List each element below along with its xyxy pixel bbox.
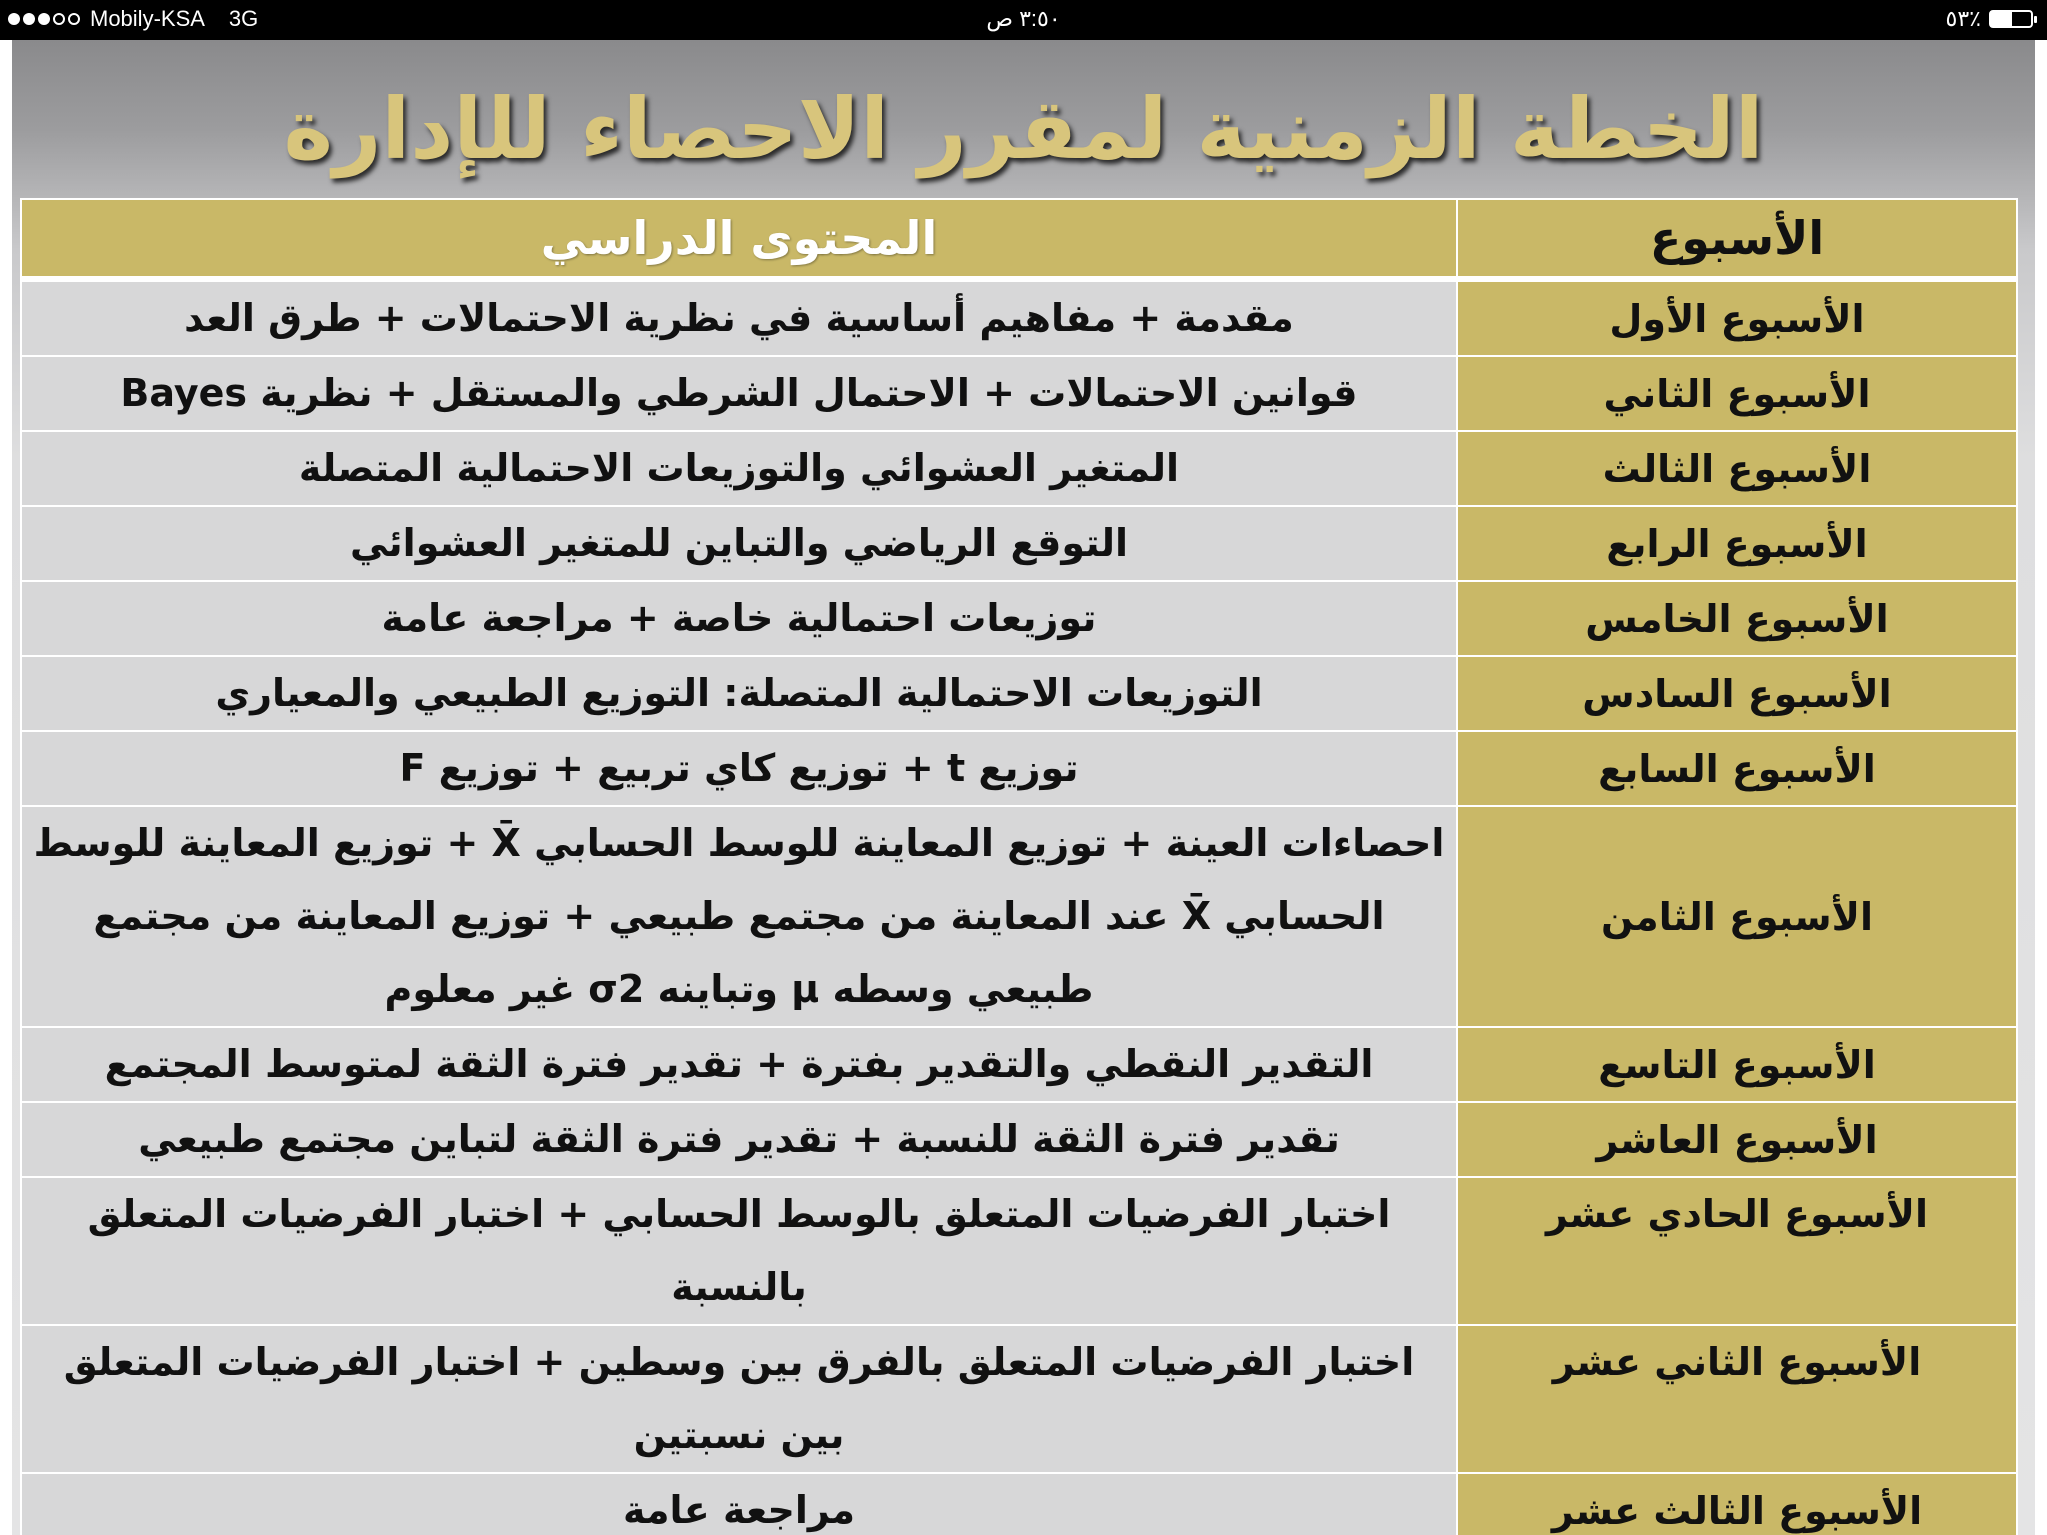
slide bbox=[12, 40, 2035, 1535]
network-type: 3G bbox=[228, 6, 259, 31]
table-row bbox=[21, 1325, 2017, 1473]
content-cell: التوقع الرياضي والتباين للمتغير العشوائي bbox=[21, 506, 1457, 581]
week-cell: الأسبوع الأول bbox=[1457, 279, 2017, 356]
table-row bbox=[21, 431, 2017, 506]
week-cell: الأسبوع العاشر bbox=[1457, 1102, 2017, 1177]
table-row bbox=[21, 356, 2017, 431]
battery-icon bbox=[1989, 10, 2033, 28]
week-cell: الأسبوع السادس bbox=[1457, 656, 2017, 731]
week-cell: الأسبوع الثاني عشر bbox=[1457, 1325, 2017, 1473]
content-cell: مقدمة + مفاهيم أساسية في نظرية الاحتمالات + طرق العد bbox=[21, 279, 1457, 356]
table-row bbox=[21, 806, 2017, 1027]
table-row bbox=[21, 581, 2017, 656]
content-cell: توزيعات احتمالية خاصة + مراجعة عامة bbox=[21, 581, 1457, 656]
schedule-table bbox=[20, 198, 2018, 1535]
table-row bbox=[21, 731, 2017, 806]
table-header-row bbox=[21, 199, 2017, 279]
week-cell: الأسبوع الحادي عشر bbox=[1457, 1177, 2017, 1325]
table-row bbox=[21, 506, 2017, 581]
content-cell: اختبار الفرضيات المتعلق بالوسط الحسابي + اختبار الفرضيات المتعلق بالنسبة bbox=[21, 1177, 1457, 1325]
table-row bbox=[21, 1473, 2017, 1535]
week-cell: الأسبوع الثالث عشر bbox=[1457, 1473, 2017, 1535]
week-cell: الأسبوع الثالث bbox=[1457, 431, 2017, 506]
week-cell: الأسبوع الثامن bbox=[1457, 806, 2017, 1027]
carrier-name: Mobily-KSA bbox=[90, 6, 205, 31]
content-cell: توزيع t + توزيع كاي تربيع + توزيع F bbox=[21, 731, 1457, 806]
slide-title: الخطة الزمنية لمقرر الاحصاء للإدارة bbox=[283, 80, 1764, 178]
clock: ٣:٥٠ ص bbox=[986, 6, 1061, 31]
week-cell: الأسبوع الخامس bbox=[1457, 581, 2017, 656]
table-row bbox=[21, 1027, 2017, 1102]
week-cell: الأسبوع السابع bbox=[1457, 731, 2017, 806]
table-row bbox=[21, 656, 2017, 731]
content-cell: مراجعة عامة bbox=[21, 1473, 1457, 1535]
content-cell: المتغير العشوائي والتوزيعات الاحتمالية المتصلة bbox=[21, 431, 1457, 506]
content-cell: التقدير النقطي والتقدير بفترة + تقدير فترة الثقة لمتوسط المجتمع bbox=[21, 1027, 1457, 1102]
status-right bbox=[1946, 6, 2033, 32]
content-cell: قوانين الاحتمالات + الاحتمال الشرطي والمستقل + نظرية Bayes bbox=[21, 356, 1457, 431]
table-row bbox=[21, 279, 2017, 356]
week-cell: الأسبوع الثاني bbox=[1457, 356, 2017, 431]
battery-level-fill bbox=[1991, 12, 2012, 26]
column-header-content: المحتوى الدراسي bbox=[21, 199, 1457, 279]
content-cell: تقدير فترة الثقة للنسبة + تقدير فترة الثقة لتباين مجتمع طبيعي bbox=[21, 1102, 1457, 1177]
table-row bbox=[21, 1102, 2017, 1177]
column-header-week: الأسبوع bbox=[1457, 199, 2017, 279]
status-bar bbox=[0, 0, 2047, 40]
week-cell: الأسبوع الرابع bbox=[1457, 506, 2017, 581]
battery-percent: ٥٣٪ bbox=[1945, 6, 1981, 31]
content-cell: التوزيعات الاحتمالية المتصلة: التوزيع الطبيعي والمعياري bbox=[21, 656, 1457, 731]
content-cell: اختبار الفرضيات المتعلق بالفرق بين وسطين + اختبار الفرضيات المتعلق بين نسبتين bbox=[21, 1325, 1457, 1473]
table-row bbox=[21, 1177, 2017, 1325]
content-cell: احصاءات العينة + توزيع المعاينة للوسط الحسابي X̄ + توزيع المعاينة للوسط الحسابي X̄ عند المعاينة من مجتمع طبيعي + توزيع المعاينة من مجتمع طبيعي وسطه μ وتباينه σ2 غير معلوم bbox=[21, 806, 1457, 1027]
week-cell: الأسبوع التاسع bbox=[1457, 1027, 2017, 1102]
